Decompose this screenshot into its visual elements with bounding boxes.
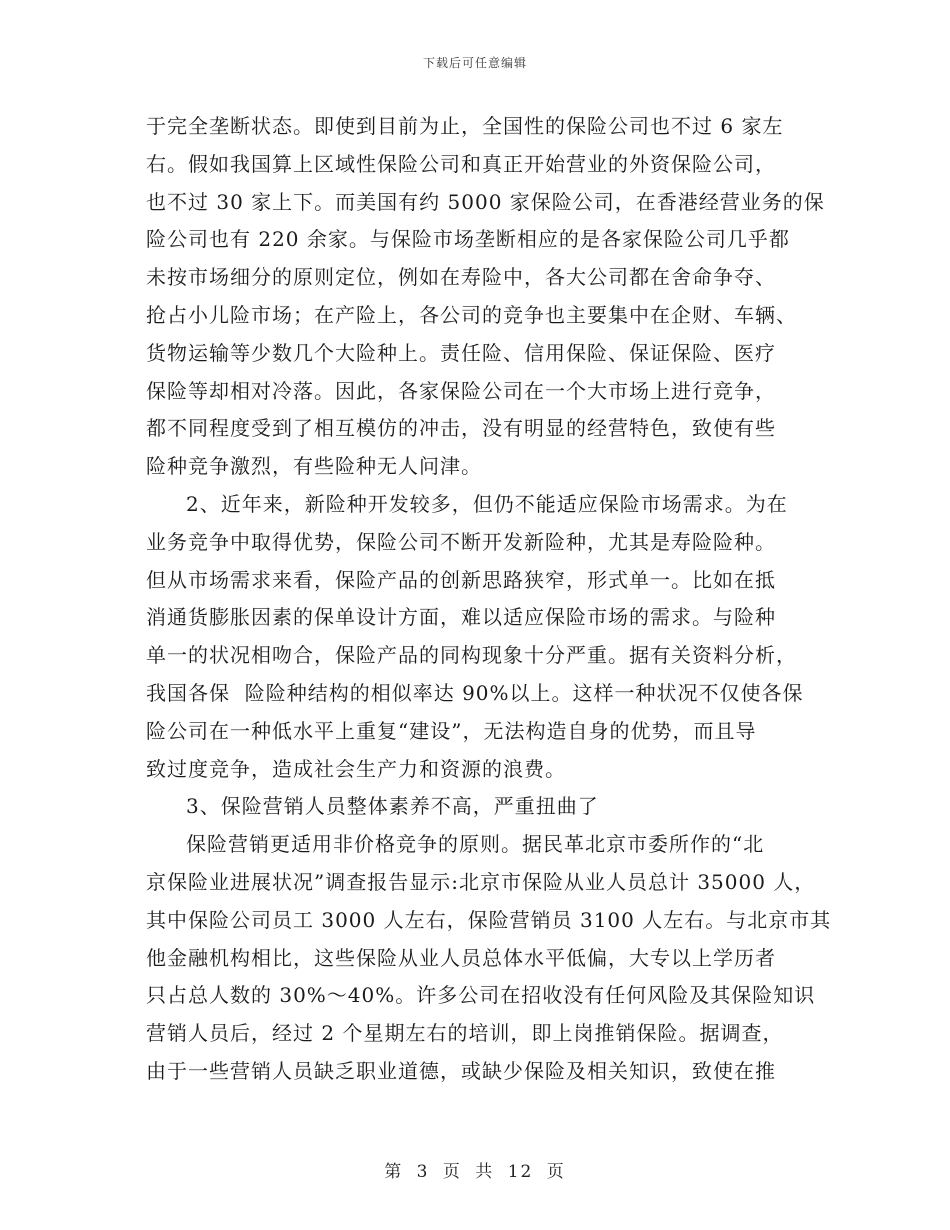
paragraph-4 (146, 826, 832, 1091)
text-line: 都不同程度受到了相互模仿的冲击，没有明显的经营特色，致使有些 (146, 416, 776, 441)
text-line: 3、保险营销人员整体素养不高，严重扭曲了 (186, 794, 599, 819)
page-number: 第 3 页 共 12 页 (384, 1162, 566, 1182)
text-line: 险公司也有 220 余家。与保险市场垄断相应的是各家保险公司几乎都 (146, 227, 790, 252)
text-line: 其中保险公司员工 3000 人左右，保险营销员 3100 人左右。与北京市其 (146, 907, 832, 932)
text-line: 抢占小儿险市场；在产险上，各公司的竞争也主要集中在企财、车辆、 (146, 302, 797, 327)
text-line: 险公司在一种低水平上重复“建设”，无法构造自身的优势，而且导 (146, 718, 757, 743)
text-line: 营销人员后，经过 2 个星期左右的培训，即上岗推销保险。据调查， (146, 1021, 784, 1046)
text-line: 单一的状况相吻合，保险产品的同构现象十分严重。据有关资料分析， (146, 643, 797, 668)
document-body (146, 108, 832, 1091)
paragraph-2 (146, 486, 818, 788)
paragraph-1 (146, 108, 825, 486)
text-line: 京保险业进展状况”调查报告显示:北京市保险从业人员总计 35000 人， (146, 869, 816, 894)
text-line: 致过度竞争，造成社会生产力和资源的浪费。 (146, 756, 566, 781)
text-line: 2、近年来，新险种开发较多，但仍不能适应保险市场需求。为在 (186, 491, 788, 516)
text-line: 右。假如我国算上区域性保险公司和真正开始营业的外资保险公司， (146, 151, 776, 176)
text-line: 由于一些营销人员缺乏职业道德，或缺少保险及相关知识，致使在推 (146, 1058, 776, 1083)
text-line: 业务竞争中取得优势，保险公司不断开发新险种，尤其是寿险险种。 (146, 529, 776, 554)
text-line: 保险等却相对冷落。因此，各家保险公司在一个大市场上进行竞争， (146, 378, 776, 403)
text-line: 于完全垄断状态。即使到目前为止，全国性的保险公司也不过 6 家左 (146, 114, 784, 138)
text-line: 货物运输等少数几个大险种上。责任险、信用保险、保证保险、医疗 (146, 340, 776, 365)
text-line: 未按市场细分的原则定位，例如在寿险中，各大公司都在舍命争夺、 (146, 265, 776, 290)
text-line: 保险营销更适用非价格竞争的原则。据民革北京市委所作的“北 (186, 832, 765, 857)
text-line: 消通货膨胀因素的保单设计方面，难以适应保险市场的需求。与险种 (146, 605, 776, 630)
paragraph-3 (146, 788, 818, 826)
text-line: 他金融机构相比，这些保险从业人员总体水平低偏，大专以上学历者 (146, 945, 776, 970)
text-line: 险种竞争激烈，有些险种无人问津。 (146, 454, 482, 479)
text-line: 但从市场需求来看，保险产品的创新思路狭窄，形式单一。比如在抵 (146, 567, 776, 592)
text-line: 只占总人数的 30%～40%。许多公司在招收没有任何风险及其保险知识 (146, 983, 816, 1008)
text-line: 我国各保 险险种结构的相似率达 90%以上。这样一种状况不仅使各保 (146, 680, 804, 705)
header-note: 下载后可任意编辑 (422, 56, 527, 70)
text-line: 也不过 30 家上下。而美国有约 5000 家保险公司，在香港经营业务的保 (146, 189, 825, 214)
